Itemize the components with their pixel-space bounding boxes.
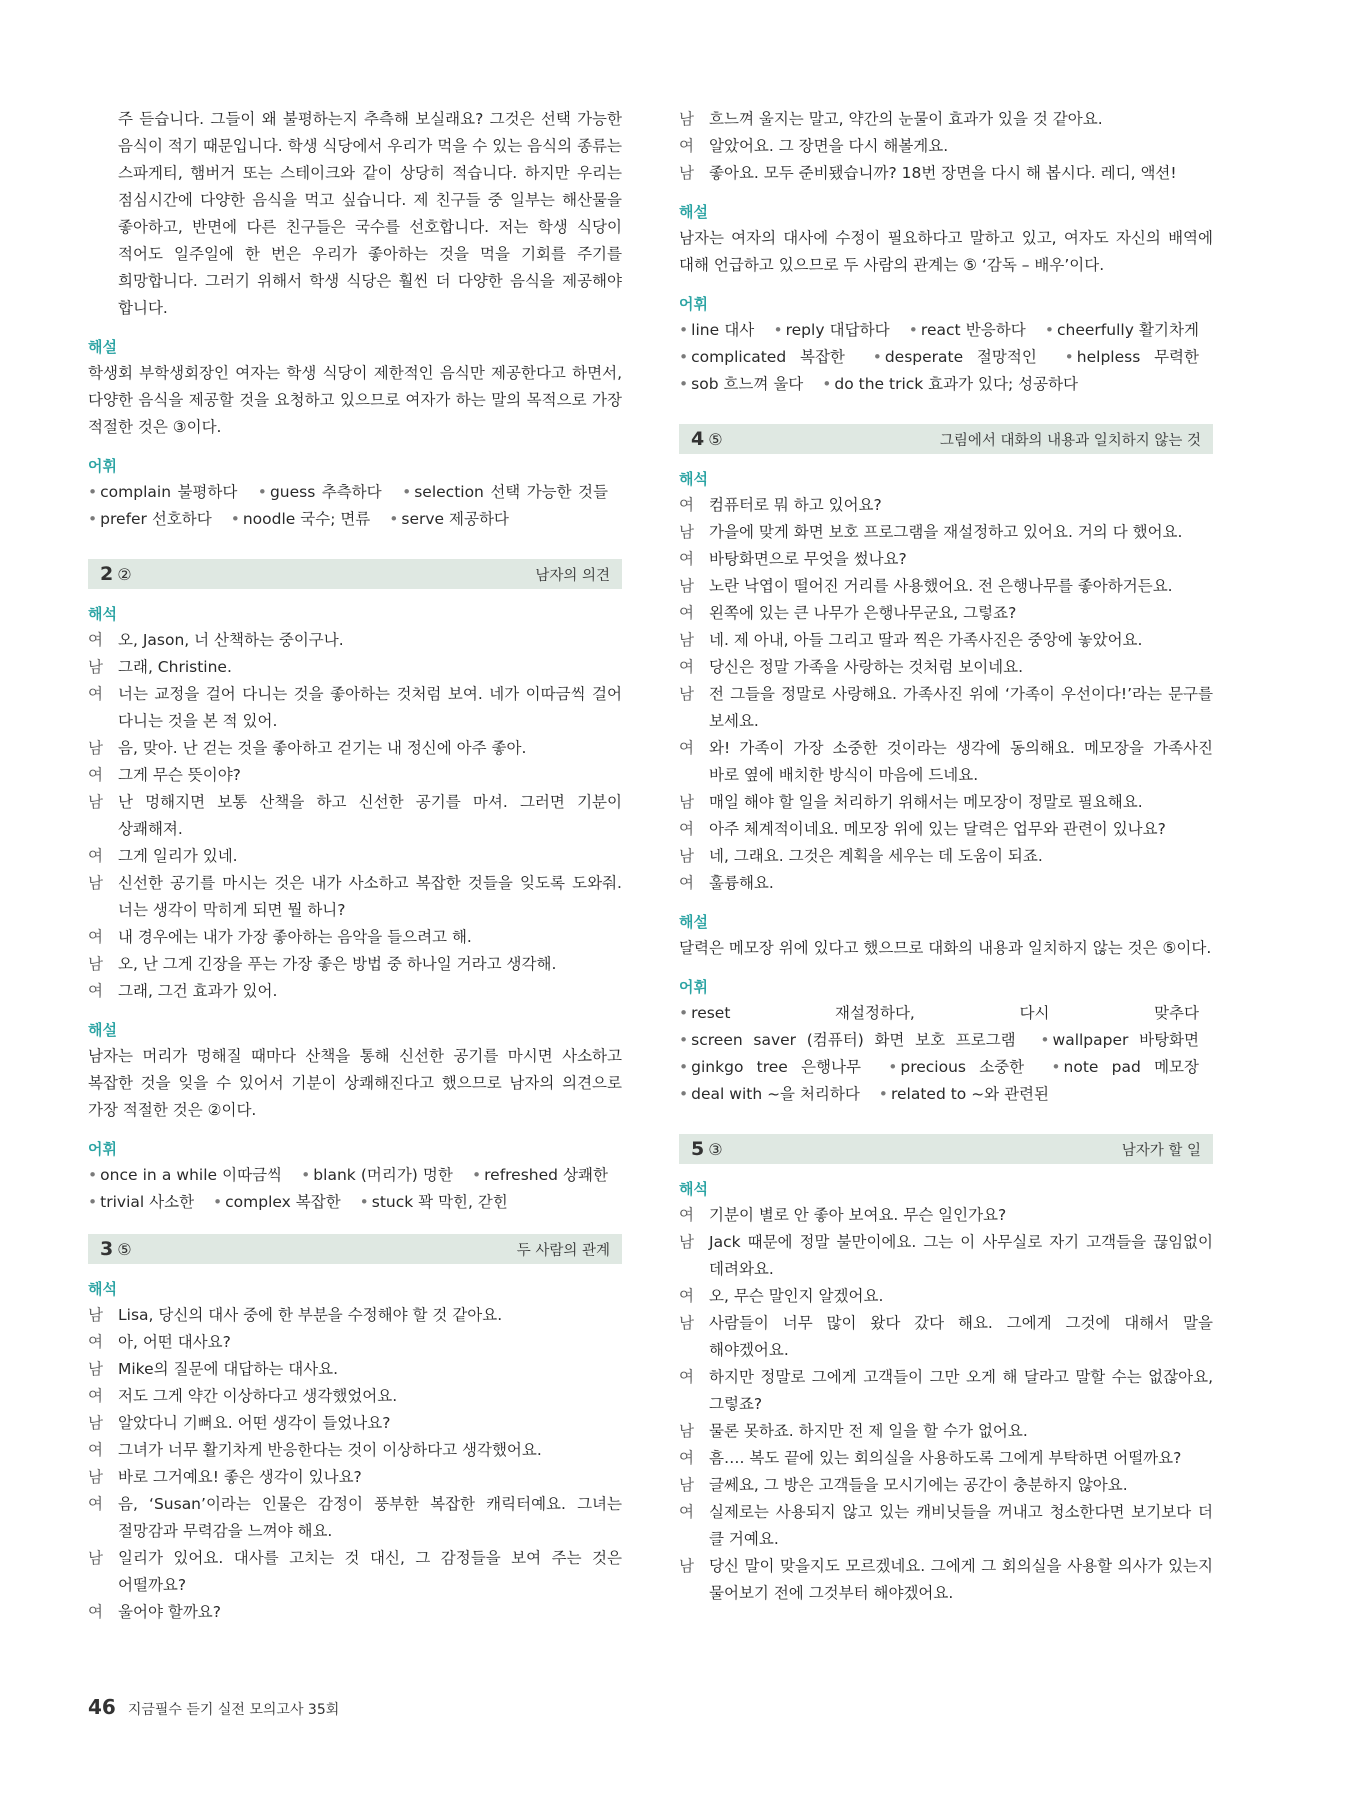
dialogue-line: [679, 1499, 1213, 1553]
vocab-item: [1045, 321, 1199, 339]
vocab-item: [213, 1193, 341, 1211]
q2-explanation: 남자는 머리가 멍해질 때마다 산책을 통해 신선한 공기를 마시면 사소하고 복잡한 것을 잊을 수 있어서 기분이 상쾌해진다고 했으므로 남자의 의견으로 가장 적절한 것은 ②이다.: [88, 1047, 622, 1119]
vocab-item: [231, 510, 371, 528]
speaker-label: 남: [679, 110, 694, 128]
dialogue-line: [679, 654, 1213, 681]
bullet-icon: •: [88, 510, 98, 528]
speaker-label: 여: [88, 982, 103, 1000]
bullet-icon: •: [1040, 1031, 1050, 1049]
vocab-text: cheerfully 활기차게: [1057, 321, 1199, 339]
dialogue-text: 그게 무슨 뜻이야?: [118, 766, 241, 784]
dialogue-text: 가을에 맞게 화면 보호 프로그램을 재설정하고 있어요. 거의 다 했어요.: [709, 523, 1183, 541]
bullet-icon: •: [88, 1166, 98, 1184]
speaker-label: 여: [679, 820, 694, 838]
speaker-label: 여: [679, 604, 694, 622]
q3-number: 3 ⑤: [100, 1238, 132, 1260]
vocab-item: [679, 348, 845, 366]
bullet-icon: •: [888, 1058, 898, 1076]
q3-dialogue-part2: [679, 106, 1213, 187]
dialogue-text: 사람들이 너무 많이 왔다 갔다 해요. 그에게 그것에 대해서 말을 해야겠어요.: [709, 1314, 1213, 1359]
speaker-label: 여: [679, 739, 694, 757]
speaker-label: 남: [88, 793, 103, 811]
speaker-label: 남: [679, 1422, 694, 1440]
dialogue-text: 컴퓨터로 뭐 하고 있어요?: [709, 496, 882, 514]
dialogue-text: 매일 해야 할 일을 처리하기 위해서는 메모장이 정말로 필요해요.: [709, 793, 1143, 811]
q3-answer: ⑤: [117, 1240, 132, 1259]
bullet-icon: •: [679, 1031, 689, 1049]
speaker-label: 여: [679, 1449, 694, 1467]
speaker-label: 남: [679, 685, 694, 703]
q4-topic: 그림에서 대화의 내용과 일치하지 않는 것: [939, 432, 1201, 449]
dialogue-line: [88, 681, 622, 735]
vocab-item: [822, 375, 1078, 393]
q3-topic: 두 사람의 관계: [516, 1242, 610, 1259]
bullet-icon: •: [88, 483, 98, 501]
dialogue-text: 알았어요. 그 장면을 다시 해볼게요.: [709, 137, 949, 155]
dialogue-line: [88, 843, 622, 870]
dialogue-line: [88, 654, 622, 681]
vocab-text: do the trick 효과가 있다; 성공하다: [834, 375, 1079, 393]
dialogue-text: 당신은 정말 가족을 사랑하는 것처럼 보이네요.: [709, 658, 1024, 676]
vocab-text: stuck 꽉 막힌, 갇힌: [371, 1193, 508, 1211]
vocab-text: reset 재설정하다, 다시 맞추다: [691, 1004, 1199, 1022]
dialogue-text: 전 그들을 정말로 사랑해요. 가족사진 위에 ‘가족이 우선이다!’라는 문구를 보세요.: [709, 685, 1213, 730]
dialogue-line: [88, 951, 622, 978]
dialogue-text: 오, Jason, 너 산책하는 중이구나.: [118, 631, 344, 649]
speaker-label: 여: [679, 874, 694, 892]
dialogue-line: [88, 1383, 622, 1410]
q2-dialogue: [88, 627, 622, 1005]
vocab-item: [679, 321, 754, 339]
speaker-label: 남: [679, 164, 694, 182]
speaker-label: 남: [88, 1306, 103, 1324]
bullet-icon: •: [773, 321, 783, 339]
dialogue-text: 음, ‘Susan’이라는 인물은 감정이 풍부한 복잡한 캐릭터예요. 그녀는 절망감과 무력감을 느껴야 해요.: [118, 1495, 622, 1540]
dialogue-text: 왼쪽에 있는 큰 나무가 은행나무군요, 그렇죠?: [709, 604, 1017, 622]
dialogue-line: [88, 627, 622, 654]
vocab-text: complex 복잡한: [225, 1193, 341, 1211]
vocab-item: [402, 483, 608, 501]
dialogue-text: 그녀가 너무 활기차게 반응한다는 것이 이상하다고 생각했어요.: [118, 1441, 542, 1459]
bullet-icon: •: [872, 348, 882, 366]
vocab-item: [773, 321, 889, 339]
dialogue-text: 일리가 있어요. 대사를 고치는 것 대신, 그 감정들을 보여 주는 것은 어떨까요?: [118, 1549, 622, 1594]
vocab-text: helpless 무력한: [1076, 348, 1199, 366]
bullet-icon: •: [389, 510, 399, 528]
vocab-item: [472, 1166, 608, 1184]
vocab-item: [879, 1085, 1049, 1103]
speaker-label: 남: [679, 1314, 694, 1332]
speaker-label: 여: [679, 137, 694, 155]
vocab-item: [360, 1193, 508, 1211]
speaker-label: 남: [679, 847, 694, 865]
vocab-item: [679, 1004, 1199, 1022]
dialogue-line: [679, 1418, 1213, 1445]
dialogue-line: [88, 789, 622, 843]
dialogue-line: [679, 627, 1213, 654]
vocab-text: note pad 메모장: [1063, 1058, 1199, 1076]
speaker-label: 남: [88, 658, 103, 676]
vocab-text: prefer 선호하다: [100, 510, 212, 528]
vocab-text: sob 흐느껴 울다: [691, 375, 804, 393]
vocab-text: once in a while 이따금씩: [100, 1166, 283, 1184]
vocab-text: wallpaper 바탕화면: [1052, 1031, 1199, 1049]
bullet-icon: •: [679, 1085, 689, 1103]
q3-dialogue-part1: [88, 1302, 622, 1626]
speaker-label: 여: [679, 1503, 694, 1521]
dialogue-text: 기분이 별로 안 좋아 보여요. 무슨 일인가요?: [709, 1206, 1007, 1224]
dialogue-line: [88, 1329, 622, 1356]
dialogue-line: [88, 1302, 622, 1329]
bullet-icon: •: [822, 375, 832, 393]
vocab-item: [1040, 1031, 1199, 1049]
speaker-label: 여: [88, 1441, 103, 1459]
dialogue-line: [679, 870, 1213, 897]
bullet-icon: •: [679, 348, 689, 366]
speaker-label: 여: [88, 1387, 103, 1405]
page-footer: [88, 1695, 339, 1719]
speaker-label: 여: [679, 1287, 694, 1305]
bullet-icon: •: [301, 1166, 311, 1184]
dialogue-line: [88, 978, 622, 1005]
dialogue-line: [679, 1310, 1213, 1364]
dialogue-text: 신선한 공기를 마시는 것은 내가 사소하고 복잡한 것들을 잊도록 도와줘. 너는 생각이 막히게 되면 뭘 하니?: [118, 874, 622, 919]
q2-explanation-label: 해설: [88, 1021, 117, 1039]
speaker-label: 여: [88, 1495, 103, 1513]
speaker-label: 남: [88, 1549, 103, 1567]
q3-vocab-list: [679, 317, 1213, 398]
dialogue-line: [679, 1229, 1213, 1283]
vocab-item: [1065, 348, 1199, 366]
vocab-item: [258, 483, 382, 501]
dialogue-line: [679, 546, 1213, 573]
q1-vocab-list: [88, 479, 622, 533]
dialogue-line: [88, 1356, 622, 1383]
vocab-text: noodle 국수; 면류: [242, 510, 371, 528]
dialogue-line: [679, 1202, 1213, 1229]
dialogue-line: [88, 1599, 622, 1626]
q5-topic: 남자가 할 일: [1121, 1142, 1201, 1159]
speaker-label: 여: [88, 685, 103, 703]
vocab-item: [873, 348, 1037, 366]
dialogue-line: [679, 519, 1213, 546]
dialogue-line: [88, 924, 622, 951]
vocab-text: screen saver (컴퓨터) 화면 보호 프로그램: [691, 1031, 1016, 1049]
dialogue-text: 좋아요. 모두 준비됐습니까? 18번 장면을 다시 해 봅시다. 레디, 액션!: [709, 164, 1177, 182]
speaker-label: 남: [679, 1557, 694, 1575]
q4-explanation-label: 해설: [679, 913, 708, 931]
dialogue-text: 그게 일리가 있네.: [118, 847, 238, 865]
q2-vocab-label: 어휘: [88, 1140, 117, 1158]
bullet-icon: •: [88, 1193, 98, 1211]
right-column: [679, 106, 1213, 1607]
bullet-icon: •: [257, 483, 267, 501]
vocab-text: ginkgo tree 은행나무: [691, 1058, 861, 1076]
speaker-label: 남: [679, 523, 694, 541]
dialogue-line: [679, 1445, 1213, 1472]
vocab-text: complicated 복잡한: [691, 348, 845, 366]
bullet-icon: •: [1044, 321, 1055, 339]
dialogue-text: 노란 낙엽이 떨어진 거리를 사용했어요. 전 은행나무를 좋아하거든요.: [709, 577, 1173, 595]
vocab-text: deal with ~을 처리하다: [691, 1085, 860, 1103]
dialogue-line: [679, 1364, 1213, 1418]
q3-vocab-label: 어휘: [679, 295, 708, 313]
q4-vocab-list: [679, 1000, 1213, 1108]
dialogue-line: [679, 573, 1213, 600]
dialogue-line: [679, 600, 1213, 627]
vocab-text: serve 제공하다: [401, 510, 509, 528]
speaker-label: 여: [88, 1603, 103, 1621]
vocab-text: complain 불평하다: [100, 483, 238, 501]
vocab-text: desperate 절망적인: [884, 348, 1037, 366]
speaker-label: 남: [679, 1476, 694, 1494]
dialogue-line: [88, 1410, 622, 1437]
q4-number: 4 ⑤: [691, 428, 723, 450]
vocab-item: [88, 1193, 194, 1211]
dialogue-text: 저도 그게 약간 이상하다고 생각했었어요.: [118, 1387, 398, 1405]
vocab-item: [679, 1085, 860, 1103]
q5-answer: ③: [708, 1140, 723, 1159]
dialogue-line: [679, 681, 1213, 735]
bullet-icon: •: [908, 321, 918, 339]
q4-vocab-label: 어휘: [679, 978, 708, 996]
speaker-label: 여: [679, 1368, 694, 1386]
q4-dialogue: [679, 492, 1213, 897]
vocab-text: blank (머리가) 멍한: [313, 1166, 453, 1184]
speaker-label: 남: [88, 1360, 103, 1378]
dialogue-text: Lisa, 당신의 대사 중에 한 부분을 수정해야 할 것 같아요.: [118, 1306, 503, 1324]
dialogue-line: [88, 1437, 622, 1464]
q5-translation-label: 해석: [679, 1180, 708, 1198]
dialogue-text: 음, 맞아. 난 걷는 것을 좋아하고 걷기는 내 정신에 아주 좋아.: [118, 739, 527, 757]
speaker-label: 남: [88, 955, 103, 973]
q4-translation-label: 해석: [679, 470, 708, 488]
dialogue-text: 하지만 정말로 그에게 고객들이 그만 오게 해 달라고 말할 수는 없잖아요, 그렇죠?: [709, 1368, 1213, 1413]
bullet-icon: •: [878, 1085, 888, 1103]
dialogue-line: [88, 762, 622, 789]
dialogue-text: Mike의 질문에 대답하는 대사요.: [118, 1360, 339, 1378]
dialogue-text: 난 멍해지면 보통 산책을 하고 신선한 공기를 마셔. 그러면 기분이 상쾌해져.: [118, 793, 622, 838]
speaker-label: 여: [679, 658, 694, 676]
q2-number: 2 ②: [100, 563, 132, 585]
vocab-text: trivial 사소한: [100, 1193, 195, 1211]
q3-header-bar: [88, 1234, 622, 1264]
q3-translation-label: 해석: [88, 1280, 117, 1298]
q3-explanation: 남자는 여자의 대사에 수정이 필요하다고 말하고 있고, 여자도 자신의 배역에 대해 언급하고 있으므로 두 사람의 관계는 ⑤ ‘감독 – 배우’이다.: [679, 229, 1213, 274]
vocab-item: [389, 510, 509, 528]
speaker-label: 남: [679, 793, 694, 811]
q1-explanation: 학생회 부학생회장인 여자는 학생 식당이 제한적인 음식만 제공한다고 하면서, 다양한 음식을 제공할 것을 요청하고 있으므로 여자가 하는 말의 목적으로 가장 적절한 것은 ③이다.: [88, 364, 622, 436]
speaker-label: 여: [679, 1206, 694, 1224]
q3-explanation-label: 해설: [679, 203, 708, 221]
speaker-label: 여: [88, 928, 103, 946]
dialogue-text: 네, 그래요. 그것은 계획을 세우는 데 도움이 되죠.: [709, 847, 1043, 865]
dialogue-line: [88, 870, 622, 924]
speaker-label: 남: [679, 1233, 694, 1251]
dialogue-line: [679, 1283, 1213, 1310]
dialogue-text: 네. 제 아내, 아들 그리고 딸과 찍은 가족사진은 중앙에 놓았어요.: [709, 631, 1143, 649]
q1-translation-continued: 주 듣습니다. 그들이 왜 불평하는지 추측해 보실래요? 그것은 선택 가능한 음식이 적기 때문입니다. 학생 식당에서 우리가 먹을 수 있는 음식의 종류는 스파게티, 햄버거 또는 스테이크와 같이 상당히 적습니다. 하지만 우리는 점심시간에 다양한 음식을 먹고 싶습니다. 제 친구들 중 일부는 해산물을 좋아하고, 반면에 다른 친구들은 국수를 선호합니다. 저는 학생 식당이 적어도 일주일에 한 번은 우리가 좋아하는 것을 먹을 기회를 주기를 희망합니다. 그러기 위해서 학생 식당은 훨씬 더 다양한 음식을 제공해야 합니다.: [118, 110, 622, 317]
dialogue-line: [679, 789, 1213, 816]
speaker-label: 남: [88, 874, 103, 892]
bullet-icon: •: [1051, 1058, 1061, 1076]
dialogue-text: 흐느껴 울지는 말고, 약간의 눈물이 효과가 있을 것 같아요.: [709, 110, 1103, 128]
dialogue-text: 아, 어떤 대사요?: [118, 1333, 231, 1351]
vocab-item: [679, 1058, 861, 1076]
dialogue-line: [679, 843, 1213, 870]
dialogue-line: [679, 106, 1213, 133]
vocab-item: [88, 1166, 282, 1184]
dialogue-text: 바로 그거예요! 좋은 생각이 있나요?: [118, 1468, 362, 1486]
book-title: 지금필수 듣기 실전 모의고사 35회: [127, 1702, 340, 1718]
dialogue-text: 글쎄요, 그 방은 고객들을 모시기에는 공간이 충분하지 않아요.: [709, 1476, 1128, 1494]
dialogue-line: [679, 735, 1213, 789]
bullet-icon: •: [679, 1004, 689, 1022]
vocab-text: reply 대답하다: [785, 321, 890, 339]
speaker-label: 여: [88, 1333, 103, 1351]
q4-header-bar: [679, 424, 1213, 454]
dialogue-text: 와! 가족이 가장 소중한 것이라는 생각에 동의해요. 메모장을 가족사진 바로 옆에 배치한 방식이 마음에 드네요.: [709, 739, 1213, 784]
vocab-item: [909, 321, 1026, 339]
dialogue-text: 바탕화면으로 무엇을 썼나요?: [709, 550, 907, 568]
speaker-label: 여: [679, 496, 694, 514]
vocab-text: related to ~와 관련된: [890, 1085, 1049, 1103]
q2-topic: 남자의 의견: [535, 567, 610, 584]
dialogue-text: 내 경우에는 내가 가장 좋아하는 음악을 들으려고 해.: [118, 928, 472, 946]
dialogue-text: 흠…. 복도 끝에 있는 회의실을 사용하도록 그에게 부탁하면 어떨까요?: [709, 1449, 1182, 1467]
speaker-label: 여: [88, 631, 103, 649]
vocab-text: line 대사: [691, 321, 755, 339]
vocab-item: [679, 1031, 1016, 1049]
dialogue-text: 너는 교정을 걸어 다니는 것을 좋아하는 것처럼 보여. 네가 이따금씩 걸어 다니는 것을 본 적 있어.: [118, 685, 622, 730]
dialogue-text: 오, 난 그게 긴장을 푸는 가장 좋은 방법 중 하나일 거라고 생각해.: [118, 955, 557, 973]
bullet-icon: •: [402, 483, 412, 501]
dialogue-line: [679, 1553, 1213, 1607]
q5-dialogue: [679, 1202, 1213, 1607]
vocab-item: [88, 510, 212, 528]
dialogue-text: 아주 체계적이네요. 메모장 위에 있는 달력은 업무와 관련이 있나요?: [709, 820, 1166, 838]
speaker-label: 남: [679, 631, 694, 649]
vocab-item: [1051, 1058, 1199, 1076]
q2-answer: ②: [117, 565, 132, 584]
speaker-label: 남: [88, 739, 103, 757]
q2-vocab-list: [88, 1162, 622, 1216]
vocab-text: react 반응하다: [920, 321, 1026, 339]
bullet-icon: •: [1064, 348, 1074, 366]
q4-explanation: 달력은 메모장 위에 있다고 했으므로 대화의 내용과 일치하지 않는 것은 ⑤이다.: [679, 939, 1212, 957]
q1-explanation-label: 해설: [88, 338, 117, 356]
vocab-item: [679, 375, 803, 393]
bullet-icon: •: [679, 321, 689, 339]
bullet-icon: •: [359, 1193, 369, 1211]
bullet-icon: •: [230, 510, 240, 528]
dialogue-text: 실제로는 사용되지 않고 있는 캐비닛들을 꺼내고 청소한다면 보기보다 더 클 거예요.: [709, 1503, 1213, 1548]
q4-answer: ⑤: [708, 430, 723, 449]
dialogue-line: [88, 1464, 622, 1491]
dialogue-text: 알았다니 기뻐요. 어떤 생각이 들었나요?: [118, 1414, 391, 1432]
dialogue-text: 훌륭해요.: [709, 874, 774, 892]
vocab-item: [888, 1058, 1024, 1076]
vocab-text: guess 추측하다: [269, 483, 382, 501]
vocab-item: [88, 483, 237, 501]
q5-header-bar: [679, 1134, 1213, 1164]
dialogue-line: [88, 735, 622, 762]
q2-translation-label: 해석: [88, 605, 117, 623]
dialogue-text: 그래, Christine.: [118, 658, 232, 676]
bullet-icon: •: [471, 1166, 482, 1184]
q1-vocab-label: 어휘: [88, 457, 117, 475]
q2-header-bar: [88, 559, 622, 589]
speaker-label: 남: [88, 1468, 103, 1486]
vocab-text: selection 선택 가능한 것들: [414, 483, 608, 501]
q5-number: 5 ③: [691, 1138, 723, 1160]
dialogue-line: [679, 133, 1213, 160]
speaker-label: 남: [679, 577, 694, 595]
bullet-icon: •: [679, 1058, 689, 1076]
speaker-label: 여: [679, 550, 694, 568]
dialogue-text: 울어야 할까요?: [118, 1603, 221, 1621]
dialogue-line: [679, 160, 1213, 187]
page-number: 46: [88, 1695, 116, 1719]
bullet-icon: •: [212, 1193, 223, 1211]
dialogue-line: [679, 1472, 1213, 1499]
speaker-label: 남: [88, 1414, 103, 1432]
dialogue-text: 물론 못하죠. 하지만 전 제 일을 할 수가 없어요.: [709, 1422, 1028, 1440]
left-column: [88, 106, 622, 1626]
dialogue-line: [88, 1545, 622, 1599]
dialogue-line: [88, 1491, 622, 1545]
vocab-item: [301, 1166, 453, 1184]
dialogue-text: 당신 말이 맞을지도 모르겠네요. 그에게 그 회의실을 사용할 의사가 있는지 물어보기 전에 그것부터 해야겠어요.: [709, 1557, 1213, 1602]
dialogue-line: [679, 816, 1213, 843]
bullet-icon: •: [679, 375, 689, 393]
dialogue-text: Jack 때문에 정말 불만이에요. 그는 이 사무실로 자기 고객들을 끊임없이 데려와요.: [709, 1233, 1213, 1278]
speaker-label: 여: [88, 766, 103, 784]
speaker-label: 여: [88, 847, 103, 865]
vocab-text: refreshed 상쾌한: [484, 1166, 608, 1184]
dialogue-line: [679, 492, 1213, 519]
vocab-text: precious 소중한: [900, 1058, 1025, 1076]
dialogue-text: 그래, 그건 효과가 있어.: [118, 982, 278, 1000]
dialogue-text: 오, 무슨 말인지 알겠어요.: [709, 1287, 884, 1305]
